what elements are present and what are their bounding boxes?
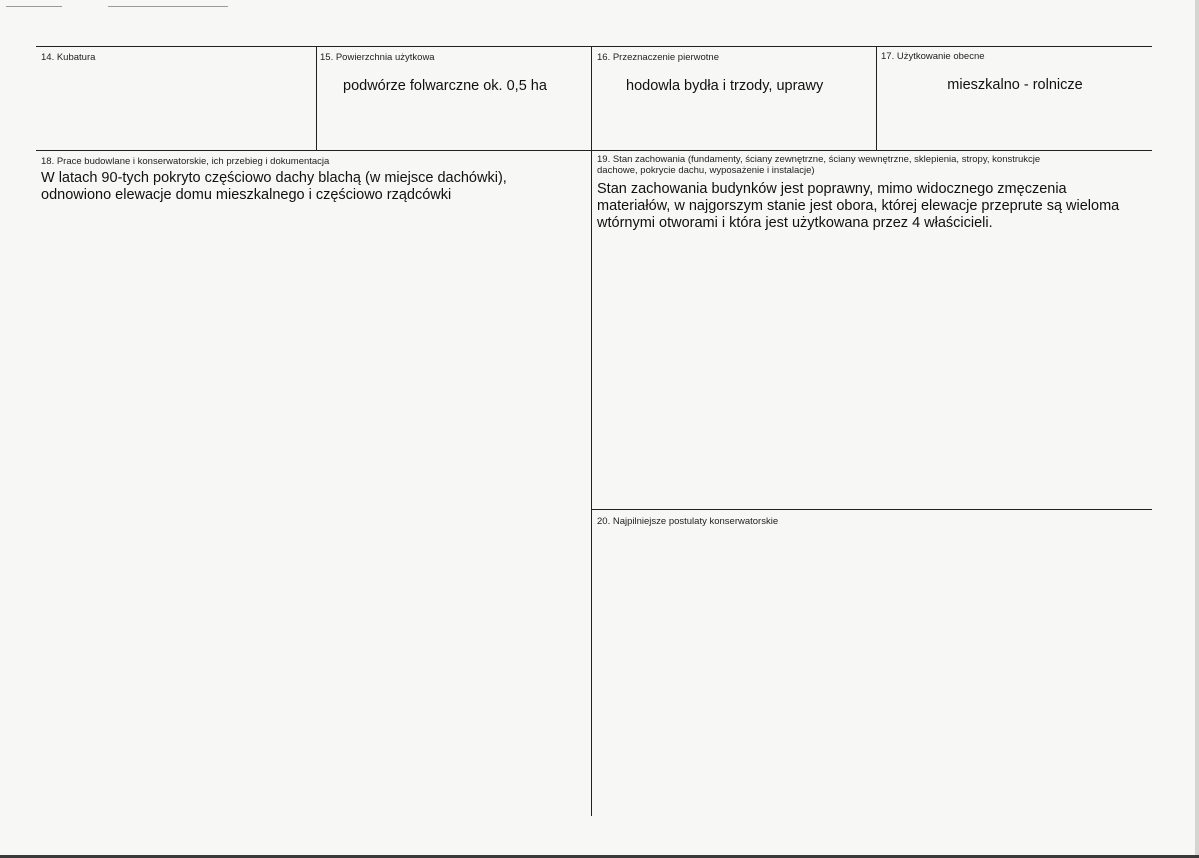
field-uzytkowanie-label: 17. Użytkowanie obecne [881, 51, 985, 62]
field-powierzchnia-value: podwórze folwarczne ok. 0,5 ha [343, 78, 547, 94]
field-powierzchnia-label: 15. Powierzchnia użytkowa [320, 52, 435, 63]
field-prace-label: 18. Prace budowlane i konserwatorskie, ich przebieg i dokumentacja [41, 156, 330, 167]
field-stan-value: Stan zachowania budynków jest poprawny, mimo widocznego zmęczenia materiałów, w najgorszym stanie jest obora, której elewacje przeprute są wieloma wtórnymi otworami i która jest użytkowana przez 4 właścicieli. [597, 181, 1120, 231]
field-postulaty-label: 20. Najpilniejsze postulaty konserwatorskie [597, 516, 779, 527]
field-przeznaczenie-value: hodowla bydła i trzody, uprawy [626, 78, 824, 94]
column-divider [591, 46, 592, 816]
field-stan-label: 19. Stan zachowania (fundamenty, ściany zewnętrzne, ściany wewnętrzne, sklepienia, stropy, konstrukcje dachowe, pokrycie dachu, wyposażenie i instalacje) [597, 154, 1041, 176]
table-top-border [36, 46, 1152, 47]
column-divider [316, 46, 317, 150]
top-edge-mark [108, 6, 228, 7]
section-divider [592, 509, 1152, 510]
top-edge-mark [6, 6, 62, 7]
field-uzytkowanie-value: mieszkalno - rolnicze [947, 77, 1083, 93]
field-przeznaczenie-label: 16. Przeznaczenie pierwotne [597, 52, 719, 63]
field-kubatura-label: 14. Kubatura [41, 52, 96, 63]
column-divider [876, 46, 877, 150]
row-divider [36, 150, 1152, 151]
paper-right-edge [1195, 0, 1199, 858]
field-prace-value: W latach 90-tych pokryto częściowo dachy blachą (w miejsce dachówki), odnowiono elewacje domu mieszkalnego i częściowo rządcówki [41, 170, 507, 203]
